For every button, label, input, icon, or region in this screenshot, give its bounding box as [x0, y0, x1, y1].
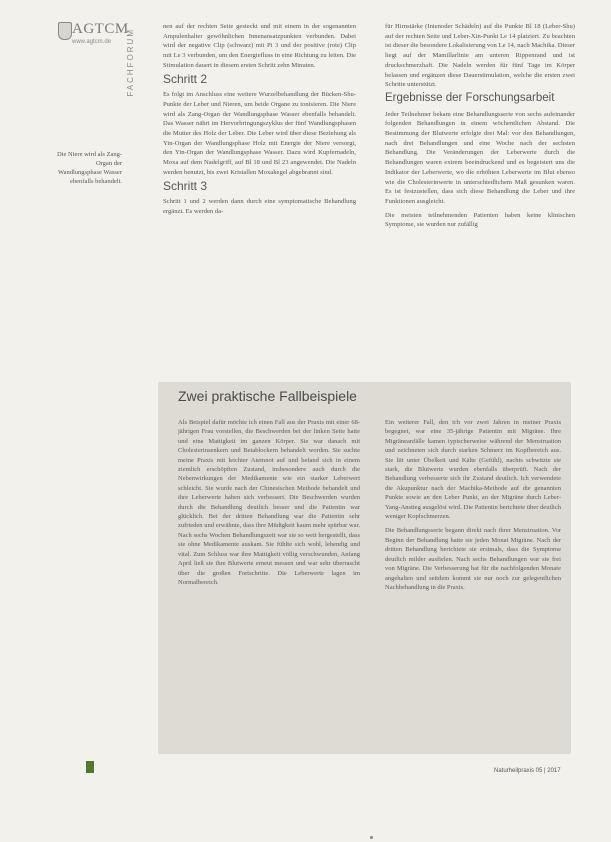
col1-paragraph-2: Es folgt im Anschluss eine weitere Wurzelbehandlung der Bücken-Shu-Punkte der Leber und Nieren, um beide Organe zu tonisieren. Die Niere wird als Zang-Organ der Wandlungsphase Wasser ebenfalls behandelt. Das Wasser nährt im Hervorbringungszyklus der fünf Wandlungsphasen die Mutter des Holz der Leber. Die Leber wird über diese Beziehung als Yin-Organ der Wandlungsphase Holz mit Energie der Niere versorgt, den Yin-Organ der Wandlungsphase Wasser. Dazu wird Kupfernadeln, Moxa auf dem Nadelgriff, auf Bl 18 und Bl 23 angewendet. Die Nadeln werden benutzt, bis zwei Kristallen Moxakegel abgebrannt sind.: [163, 91, 356, 176]
case-study-right-2: Die Behandlungsserie begann direkt nach ihrer Menstruation. Vor Beginn der Behandlung hatte sie jeden Monat Migräne. Nach der dritten Behandlung berichtete sie erstmals, dass die Symptome deutlich milder ausfielen. Nach sechs Behandlungen war sie frei von Migräne. Die Verbesserung hat für die nachfolgenden Monate angehalten und seitdem kommt sie nur noch zur gelegentlichen Nachbehandlung in die Praxis.: [385, 527, 561, 591]
col1-paragraph-3: Schritt 1 und 2 werden dann durch eine symptomatische Behandlung ergänzt. Es werden da-: [163, 198, 356, 215]
logo: [58, 21, 129, 50]
case-study-title: Zwei praktische Fallbeispiele: [178, 388, 357, 404]
footer-publication: Naturheilpraxis 05 | 2017: [494, 768, 561, 774]
column-1: [163, 22, 356, 221]
case-study-left: [178, 418, 360, 748]
punch-hole: [370, 836, 373, 839]
col2-paragraph-2: Jeder Teilnehmer bekam eine Behandlungsserie von sechs aufeinander folgenden Behandlungen in einem wöchentlichen Abstand. Die Bestimmung der Blutwerte erfolgte drei Mal: vor den Behandlungen, nach drei Behandlungen und eine Woche nach der sechsten Behandlung. Die Veränderungen der Leberwerte durch die Behandlungen waren extrem beeindruckend und es begeistert uns die Indikator der Leberwerte, wo die erhöhten Leberwerte im Blut ebenso wie die Cholesterinwerte in unterschiedlichem Maß gesunken waren. Es ist festzustellen, dass sich diese Behandlung die Leber und ihre Funktionen ausgleicht.: [385, 110, 575, 205]
page-marker: [86, 761, 94, 773]
case-study-right-1: Ein weiterer Fall, den ich vor zwei Jahren in meiner Praxis begegnet, war eine 35-jährige Patientin mit Migräne. Ihre Migräneanfälle kamen typischerweise während der Menstruation und zeichneten sich durch starken Schmerz im Kopfbereich aus. Sie litt unter Übelkeit und Kälte (Gefühl), nachts schwitzte sie stark, die Blutwerte wurden ebenfalls überprüft. Nach der Behandlung verbesserte sich ihr Zustand deutlich. Ich verwendete die Akupunktur nach der Machika-Methode auf die genannten Punkte sowie an den Leber Punkt, an der Migräne durch Leber-Yang-Anstieg ausgelöst wird. Die Patientin berichtete über deutlich weniger Kopfschmerzen.: [385, 419, 561, 521]
heading-schritt-2: Schritt 2: [163, 71, 208, 86]
logo-url: www.agtcm.de: [72, 39, 112, 45]
side-note: Die Niere wird als Zang-Organ der Wandlungsphase Wasser ebenfalls behandelt.: [57, 151, 122, 185]
section-label: FACHFORUM: [126, 28, 135, 97]
heading-ergebnisse: Ergebnisse der Forschungsarbeit: [385, 91, 555, 104]
case-study-right: [385, 418, 561, 748]
case-study-left-text: Als Beispiel dafür möchte ich einen Fall aus der Praxis mit einer 68-jährigen Frau vorstellen, die Beschwerden bei der linken Seite hatte und eine Mattigkeit im ganzen Körper. Sie war danach mit Cholesterinsenkern und Betablockern behandelt worden. Sie suchte meine Praxis mit leichter Atemnot auf und befand sich in einem ziemlich erschöpften Zustand, insbesondere auch durch die Nebenwirkungen der Medikamente wie ein starker Leberwert schleicht. Sie wurde nach der Chinesischen Methode behandelt und ihre Leberwerte haben sich verbessert. Die Beschwerden wurden durch die Behandlung deutlich besser und die Patientin war glücklich. Bei der dritten Behandlung war die Patientin sehr zufrieden und erwähnte, dass ihre Müdigkeit kaum mehr spürbar war. Nach sechs Wochen Behandlungszeit war sie so weit hergestellt, dass sie ohne Medikamente auskam. Sie fühlte sich wohl, lebendig und vital. Zum Schluss war ihre Mattigkeit völlig verschwunden, Anfang April ließ sie ihre Blutwerte erneut messen und war sehr überrascht über die großen Fortschritte. Die Leberwerte lagen im Normalbereich.: [178, 419, 360, 586]
column-2: [385, 22, 575, 234]
logo-emblem-icon: [58, 22, 72, 40]
col2-paragraph-1: für Hirnstärke (Intenoder Schädeln) auf die Punkte Bl 18 (Leber-Shu) auf der rechten Seite und Leber-Xin-Punkt Le 14 platziert. Zu beachten ist dieser die besondere Lokalisierung von Le 14, nach Machika. Dieser liegt auf der Mamillarlinie am unteren Rippenrand und ist druckschmerzhaft. Die Nadeln werden für fünf Tage im Körper belassen und ergänzen diese Dauerstimulation, welche die ersten zwei Schritte unterstützt.: [385, 23, 575, 89]
col2-paragraph-3: Die meisten teilnehmenden Patienten haben keine klinischen Symptome, sie wurden nur zufällig: [385, 211, 575, 229]
logo-text: AGTCM: [72, 21, 129, 37]
heading-schritt-3: Schritt 3: [163, 178, 208, 193]
col1-intro: nen auf der rechten Seite gesteckt und mit einem in der sogenannten Ampulenhalter gewöhnlichen Innenansatzpunkten verbunden. Dabei wird der negative Clip (schwarz) mit Pi 3 und der positive (rote) Clip mit Le 3 verbunden, um den Energiefluss in eine Richtung zu leiten. Die Stimulation dauert in diesem ersten Schritt zehn Minuten.: [163, 23, 356, 69]
